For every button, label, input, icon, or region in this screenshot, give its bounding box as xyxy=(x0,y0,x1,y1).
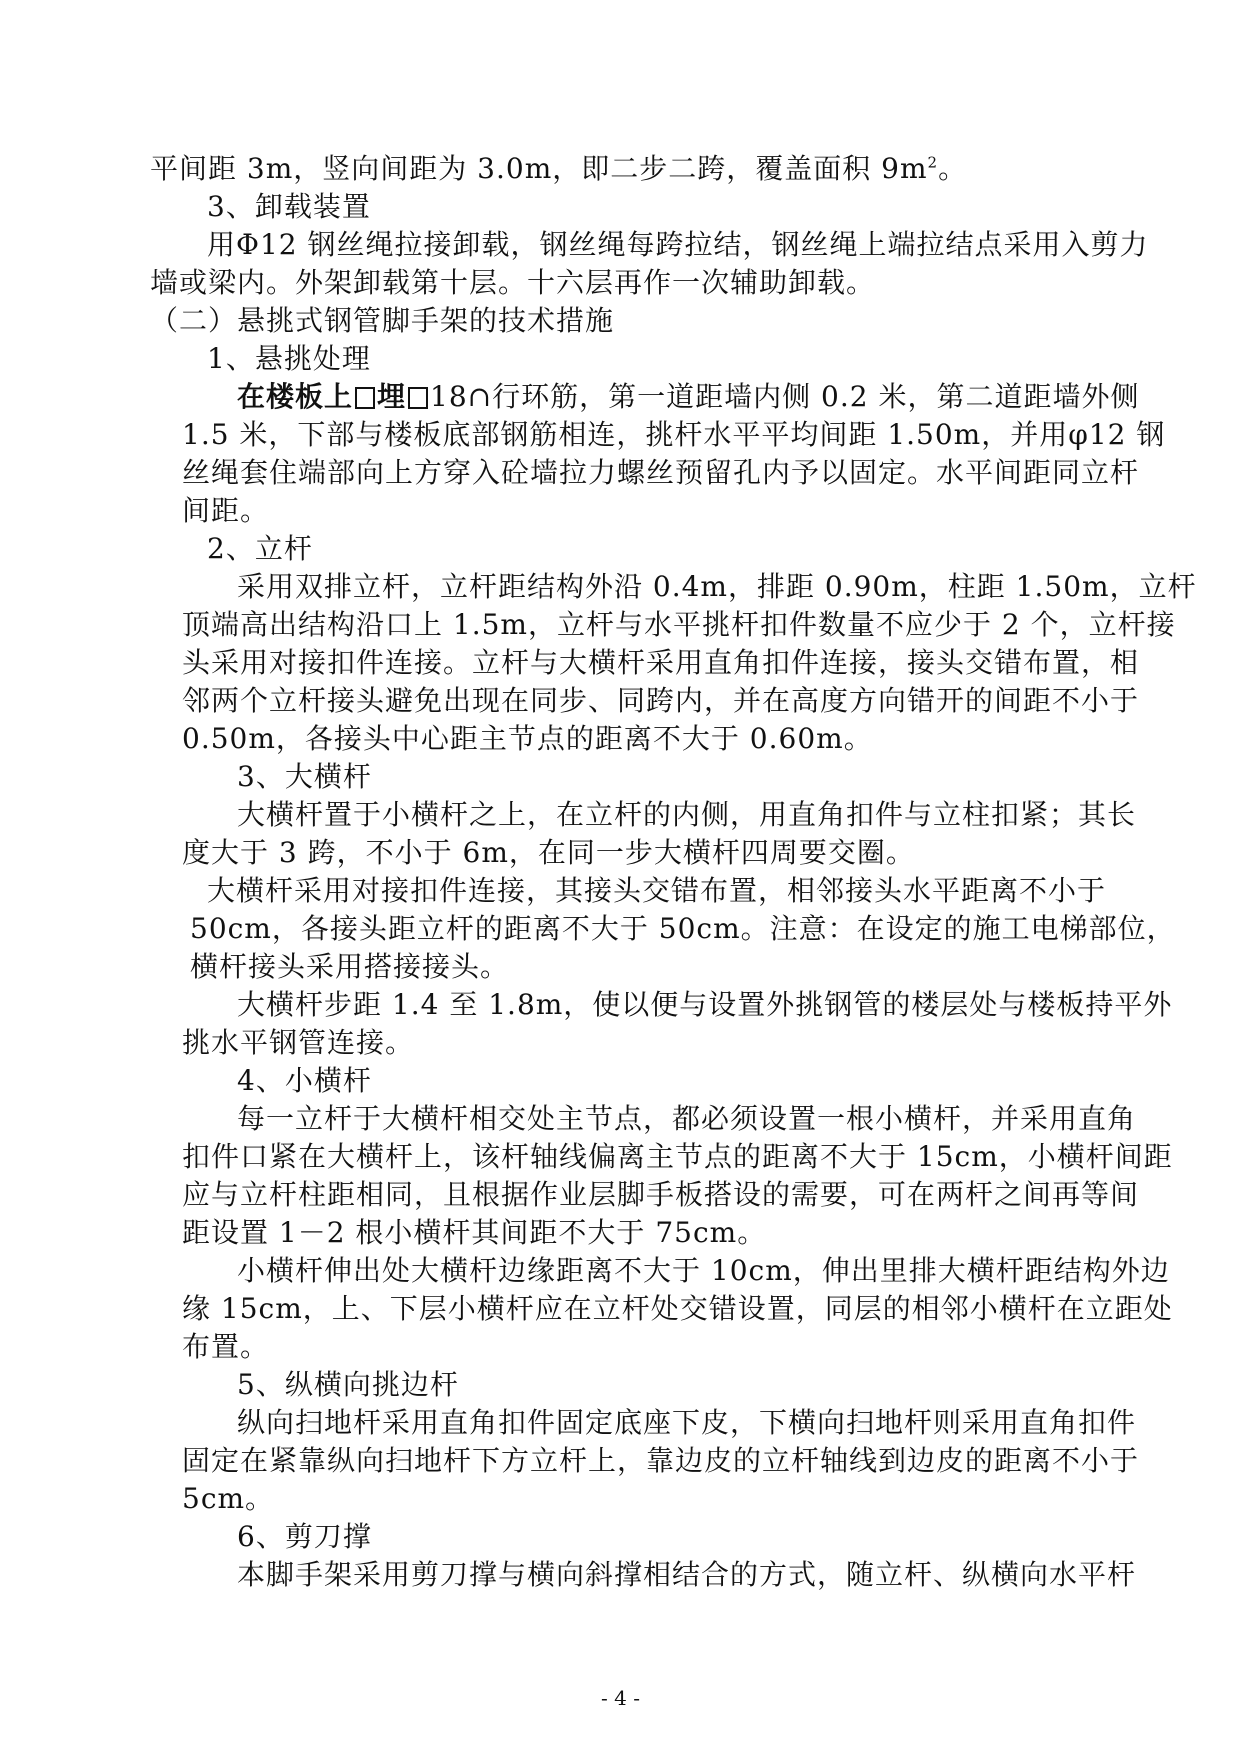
text-line: 间距。 xyxy=(182,494,270,527)
text-line: 应与立杆柱距相同，且根据作业层脚手板搭设的需要，可在两杆之间再等间 xyxy=(182,1178,1140,1211)
text-line: 1.5 米，下部与楼板底部钢筋相连，挑杆水平平均间距 1.50m，并用φ12 钢 xyxy=(182,418,1166,451)
text-line: 挑水平钢管连接。 xyxy=(182,1026,415,1059)
section-heading: 4、小横杆 xyxy=(237,1064,372,1097)
text-line: 0.50m，各接头中心距主节点的距离不大于 0.60m。 xyxy=(182,722,873,755)
text-line: 大横杆步距 1.4 至 1.8m，使以便与设置外挑钢管的楼层处与楼板持平外 xyxy=(237,988,1173,1021)
missing-glyph-box xyxy=(355,387,375,409)
text-line: 平间距 3m，竖向间距为 3.0m，即二步二跨，覆盖面积 $9m^2$。 xyxy=(150,152,968,185)
text-line: 丝绳套住端部向上方穿入砼墙拉力螺丝预留孔内予以固定。水平间距同立杆 xyxy=(182,456,1140,489)
text-line: 头采用对接扣件连接。立杆与大横杆采用直角扣件连接，接头交错布置，相 xyxy=(182,646,1140,679)
text-line: 纵向扫地杆采用直角扣件固定底座下皮，下横向扫地杆则采用直角扣件 xyxy=(237,1406,1137,1439)
text-line: 布置。 xyxy=(182,1330,270,1363)
chapter-heading: （二）悬挑式钢管脚手架的技术措施 xyxy=(150,304,615,337)
text-line: 用Φ12 钢丝绳拉接卸载，钢丝绳每跨拉结，钢丝绳上端拉结点采用入剪力 xyxy=(207,228,1149,261)
text-line: 大横杆置于小横杆之上，在立杆的内侧，用直角扣件与立柱扣紧；其长 xyxy=(237,798,1137,831)
section-heading: 3、大横杆 xyxy=(237,760,372,793)
text-line: 50cm，各接头距立杆的距离不大于 50cm。注意：在设定的施工电梯部位， xyxy=(190,912,1176,945)
text-line: 大横杆采用对接扣件连接，其接头交错布置，相邻接头水平距离不小于 xyxy=(207,874,1107,907)
page-number: - 4 - xyxy=(601,1686,640,1710)
section-heading: 1、悬挑处理 xyxy=(207,342,371,375)
text-line: 墙或梁内。外架卸载第十层。十六层再作一次辅助卸载。 xyxy=(150,266,876,299)
missing-glyph-box xyxy=(408,387,428,409)
text-line: 扣件口紧在大横杆上，该杆轴线偏离主节点的距离不大于 15cm，小横杆间距 xyxy=(182,1140,1173,1173)
superscript: 2 xyxy=(927,153,939,172)
text-line: 缘 15cm，上、下层小横杆应在立杆处交错设置，同层的相邻小横杆在立距处 xyxy=(182,1292,1173,1325)
text-line: 度大于 3 跨，不小于 6m，在同一步大横杆四周要交圈。 xyxy=(182,836,915,869)
text-line: 在楼板上 埋 18∩行环筋，第一道距墙内侧 0.2 米，第二道距墙外侧 xyxy=(237,380,1140,413)
text-line: 每一立杆于大横杆相交处主节点，都必须设置一根小横杆，并采用直角 xyxy=(237,1102,1137,1135)
text-line: 采用双排立杆，立杆距结构外沿 0.4m，排距 0.90m，柱距 1.50m，立杆 xyxy=(237,570,1197,603)
text-line: 本脚手架采用剪刀撑与横向斜撑相结合的方式，随立杆、纵横向水平杆 xyxy=(237,1558,1137,1591)
text-line: 小横杆伸出处大横杆边缘距离不大于 10cm，伸出里排大横杆距结构外边 xyxy=(237,1254,1170,1287)
section-heading: 5、纵横向挑边杆 xyxy=(237,1368,459,1401)
text-line: 距设置 1－2 根小横杆其间距不大于 75cm。 xyxy=(182,1216,767,1249)
text-line: 顶端高出结构沿口上 1.5m，立杆与水平挑杆扣件数量不应少于 2 个，立杆接 xyxy=(182,608,1176,641)
text-line: 5cm。 xyxy=(182,1482,275,1515)
text-line: 邻两个立杆接头避免出现在同步、同跨内，并在高度方向错开的间距不小于 xyxy=(182,684,1140,717)
text-line: 横杆接头采用搭接接头。 xyxy=(190,950,510,983)
text-line: 固定在紧靠纵向扫地杆下方立杆上，靠边皮的立杆轴线到边皮的距离不小于 xyxy=(182,1444,1140,1477)
section-heading: 2、立杆 xyxy=(207,532,313,565)
section-heading: 6、剪刀撑 xyxy=(237,1520,372,1553)
section-heading: 3、卸载装置 xyxy=(207,190,371,223)
